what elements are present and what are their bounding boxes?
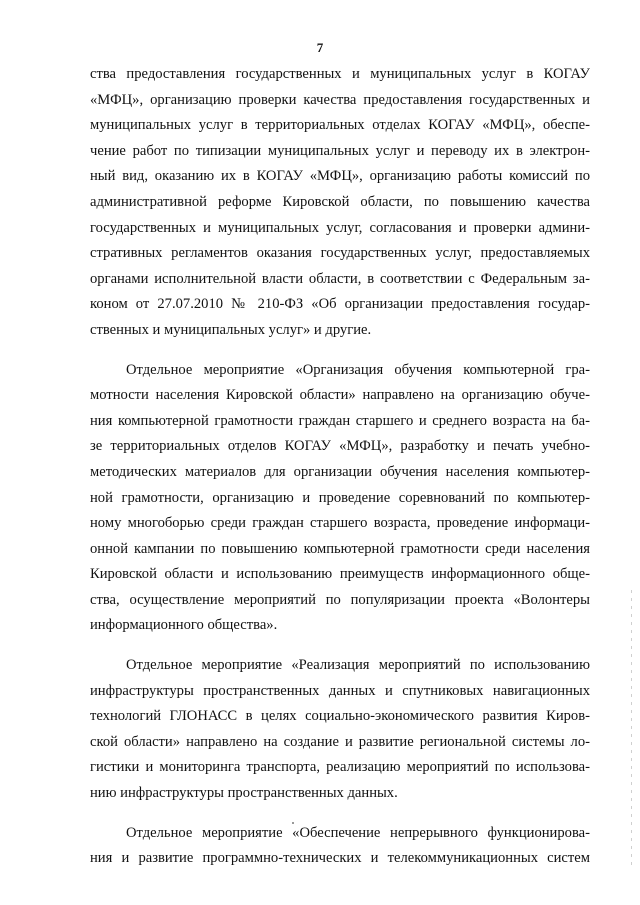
text-line: методических материалов для организации обучения населения компьютер-: [90, 463, 590, 480]
scan-edge-mark: [631, 590, 632, 870]
text-line: Отдельное мероприятие «Реализация мероприятий по использованию: [126, 657, 590, 674]
paragraph: [90, 821, 590, 872]
text-line: «МФЦ», организацию проверки качества предоставления государственных и: [90, 91, 590, 108]
text-line: коном от 27.07.2010 № 210-ФЗ «Об организации предоставления государ-: [90, 296, 590, 313]
text-line: ный вид, оказанию их в КОГАУ «МФЦ», организацию работы комиссий по: [90, 168, 590, 185]
text-line: Кировской области и использованию преимуществ информационного обще-: [90, 566, 590, 583]
body-text: [90, 62, 590, 872]
text-line: муниципальных услуг в территориальных отделах КОГАУ «МФЦ», обеспе-: [90, 117, 590, 134]
text-line: ской области» направлено на создание и развитие региональной системы ло-: [90, 733, 590, 750]
paragraph: [90, 653, 590, 807]
text-line: мотности населения Кировской области» направлено на организацию обуче-: [90, 387, 590, 404]
text-line: гистики и мониторинга транспорта, реализацию мероприятий по использова-: [90, 759, 590, 776]
page-number: 7: [316, 40, 324, 55]
text-line: нию инфраструктуры пространственных данных.: [90, 785, 398, 802]
scan-speck: [292, 822, 294, 824]
text-line: ному многоборью среди граждан старшего возраста, проведение информаци-: [90, 515, 590, 532]
paragraph: [90, 62, 590, 344]
text-line: органами исполнительной власти области, в соответствии с Федеральным за-: [90, 270, 590, 287]
text-line: инфраструктуры пространственных данных и спутниковых навигационных: [90, 682, 590, 699]
paragraph: [90, 358, 590, 640]
text-line: ния и развитие программно-технических и телекоммуникационных систем: [90, 850, 590, 867]
text-line: административной реформе Кировской области, по повышению качества: [90, 193, 590, 210]
text-line: информационного общества».: [90, 617, 278, 634]
text-line: стративных регламентов оказания государственных услуг, предоставляемых: [90, 245, 590, 262]
text-line: технологий ГЛОНАСС в целях социально-экономического развития Киров-: [90, 708, 590, 725]
text-line: ственных и муниципальных услуг» и другие.: [90, 321, 372, 338]
text-line: ния компьютерной грамотности граждан старшего и среднего возраста на ба-: [90, 412, 590, 429]
text-line: зе территориальных отделов КОГАУ «МФЦ», разработку и печать учебно-: [90, 438, 590, 455]
text-line: Отдельное мероприятие «Обеспечение непрерывного функционирова-: [126, 824, 590, 841]
text-line: ства предоставления государственных и муниципальных услуг в КОГАУ: [90, 66, 590, 82]
text-line: государственных и муниципальных услуг, согласования и проверки админи-: [90, 219, 590, 236]
text-line: чение работ по типизации муниципальных услуг и переводу их в электрон-: [90, 142, 590, 159]
text-line: Отдельное мероприятие «Организация обучения компьютерной гра-: [126, 361, 590, 378]
text-line: ства, осуществление мероприятий по популяризации проекта «Волонтеры: [90, 591, 590, 608]
text-line: ной грамотности, организацию и проведение соревнований по компьютер-: [90, 489, 590, 506]
text-line: онной кампании по повышению компьютерной грамотности среди населения: [90, 540, 590, 557]
